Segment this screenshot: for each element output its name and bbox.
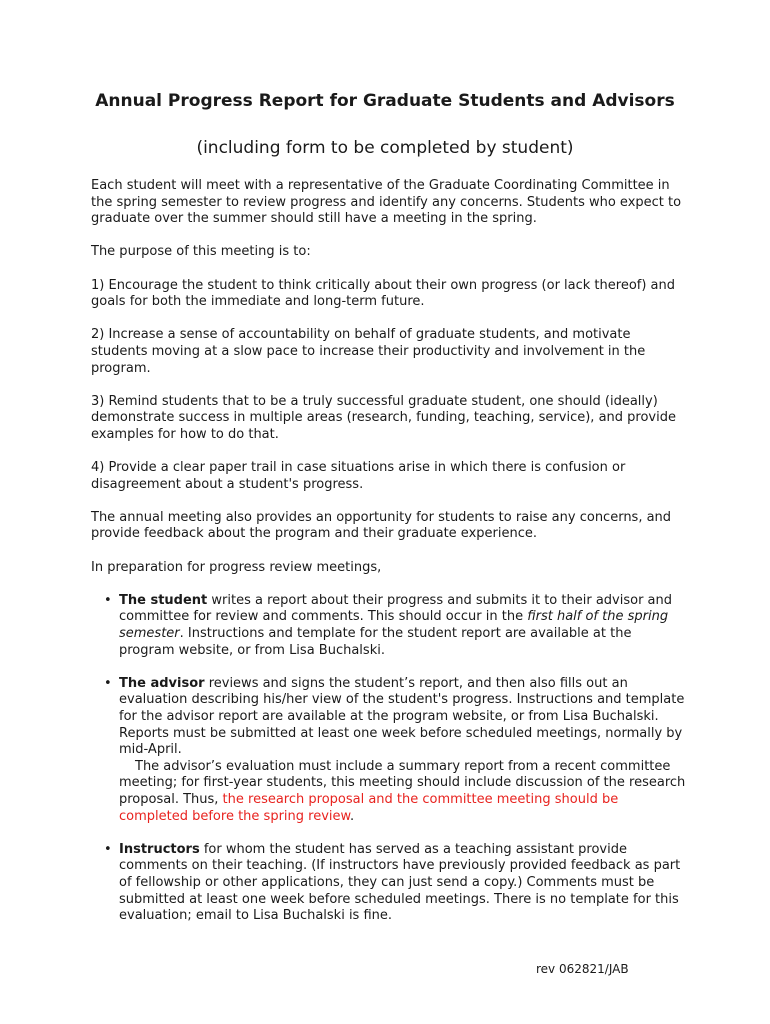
bullet-icon: • — [104, 592, 112, 608]
advisor-text-1: reviews and signs the student’s report, and then also fills out an evaluation describing his/her view of the student's progress. Instructions and template for the advisor report are available at the program website, or from Lisa Buchalski. Reports must be submitted at least one week before scheduled meetings, normally by mid-April. — [119, 675, 685, 758]
revision-note: rev 062821/JAB — [536, 962, 629, 976]
student-text-1: writes a report about their progress and submits it to their advisor and committee for review and comments. This should occur in the — [119, 592, 673, 625]
purpose-item-2: 2) Increase a sense of accountability on behalf of graduate students, and motivate students moving at a slow pace to increase their productivity and involvement in the program. — [91, 327, 646, 376]
advisor-text-3: . — [349, 808, 355, 824]
advisor-highlight: the research proposal and the committee meeting should be completed before the spring review — [119, 791, 619, 824]
preparation-lead: In preparation for progress review meetings, — [91, 559, 382, 575]
student-text-2: . Instructions and template for the student report are available at the program website, or from Lisa Buchalski. — [119, 626, 632, 658]
student-italic: first half of the spring semester — [119, 609, 669, 642]
student-label: The student — [119, 592, 208, 608]
instructors-text: for whom the student has served as a teaching assistant provide comments on their teaching. (If instructors have previously provided feedback as part of fellowship or other applications, they can just send a copy.) Comments must be submitted at least one week before scheduled meetings. There is no template for this evaluation; email to Lisa Buchalski is fine. — [119, 841, 681, 924]
instructors-label: Instructors — [119, 841, 200, 857]
advisor-label: The advisor — [119, 675, 205, 691]
document-title: Annual Progress Report for Graduate Students and Advisors — [95, 91, 675, 111]
document-subtitle: (including form to be completed by student) — [196, 138, 574, 158]
preparation-list — [91, 593, 686, 925]
purpose-item-4: 4) Provide a clear paper trail in case situations arise in which there is confusion or disagreement about a student's progress. — [91, 460, 626, 492]
list-item-student — [91, 593, 686, 659]
purpose-lead: The purpose of this meeting is to: — [91, 244, 311, 260]
annual-meeting-paragraph: The annual meeting also provides an opportunity for students to raise any concerns, and provide feedback about the program and their graduate experience. — [91, 509, 672, 542]
intro-paragraph: Each student will meet with a representative of the Graduate Coordinating Committee in the spring semester to review progress and identify any concerns. Students who expect to graduate over the summer should still have a meeting in the spring. — [91, 178, 682, 227]
advisor-text-2: The advisor’s evaluation must include a summary report from a recent committee meeting; for first-year students, this meeting should include discussion of the research proposal. Thus, — [119, 758, 686, 807]
list-item-instructors — [91, 842, 686, 925]
purpose-item-1: 1) Encourage the student to think critically about their own progress (or lack thereof) and goals for both the immediate and long-term future. — [91, 277, 676, 310]
bullet-icon: • — [104, 841, 112, 857]
purpose-item-3: 3) Remind students that to be a truly successful graduate student, one should (ideally) demonstrate success in multiple areas (research, funding, teaching, service), and provide examples for how to do that. — [91, 393, 676, 442]
bullet-icon: • — [104, 675, 112, 691]
document-body — [91, 178, 686, 941]
list-item-advisor — [91, 676, 686, 825]
